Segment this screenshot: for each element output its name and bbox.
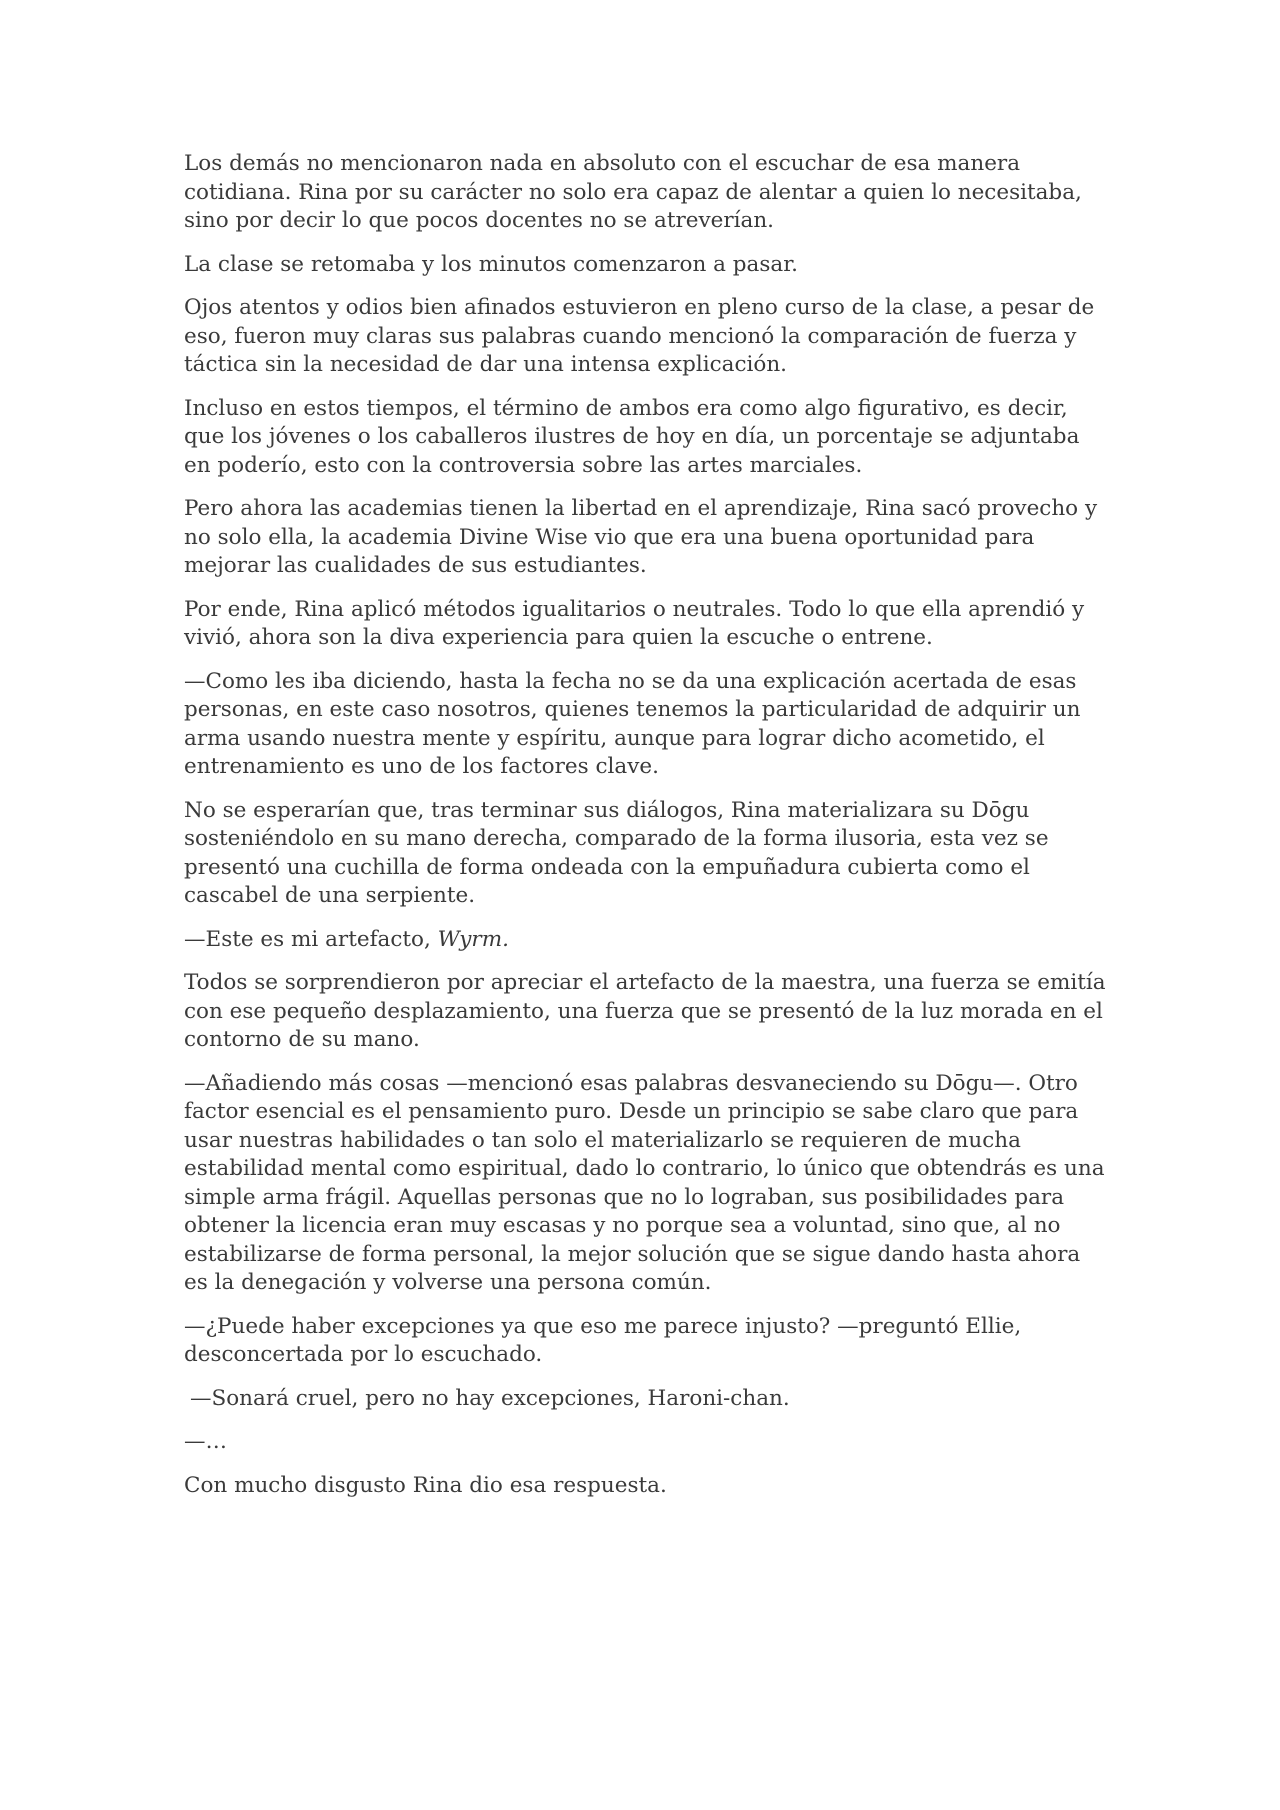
ellipsis-line: —…	[184, 1429, 227, 1454]
paragraph-1: Los demás no mencionaron nada en absoluto con el escuchar de esa manera cotidiana. Rina por su carácter no solo era capaz de alentar a quien lo necesitaba, sino por decir lo que pocos docentes no se atreverían.	[184, 151, 1082, 233]
paragraph-4: Incluso en estos tiempos, el término de ambos era como algo figurativo, es decir, que los jóvenes o los caballeros ilustres de hoy en día, un porcentaje se adjuntaba en poderío, esto con la controversia sobre las artes marciales.	[184, 395, 1080, 478]
paragraph-5: Pero ahora las academias tienen la libertad en el aprendizaje, Rina sacó provecho y no solo ella, la academia Divine Wise vio que era una buena oportunidad para mejorar las cualidades de sus estudiantes.	[184, 496, 1098, 578]
paragraph-10: —Añadiendo más cosas —mencionó esas palabras desvaneciendo su Dōgu—. Otro factor esencial es el pensamiento puro. Desde un principio se sabe claro que para usar nuestras habilidades o tan solo el materializarlo se requieren de mucha estabilidad mental como espiritual, dado lo contrario, lo único que obtendrás es una simple arma frágil. Aquellas personas que no lo lograban, sus posibilidades para obtener la licencia eran muy escasas y no porque sea a voluntad, sino que, al no estabilizarse de forma personal, la mejor solución que se sigue dando hasta ahora es la denegación y volverse una persona común.	[184, 1070, 1105, 1295]
paragraph-6: Por ende, Rina aplicó métodos igualitarios o neutrales. Todo lo que ella aprendió y vivió, ahora son la diva experiencia para quien la escuche o entrene.	[184, 596, 1085, 650]
reply-line: —Sonará cruel, pero no hay excepciones, Haroni-chan.	[190, 1385, 790, 1411]
paragraph-9: Todos se sorprendieron por apreciar el artefacto de la maestra, una fuerza se emitía con ese pequeño desplazamiento, una fuerza que se presentó de la luz morada en el contorno de su mano.	[184, 970, 1106, 1052]
paragraph-2: La clase se retomaba y los minutos comenzaron a pasar.	[184, 251, 798, 277]
paragraph-8: No se esperarían que, tras terminar sus diálogos, Rina materializara su Dōgu sosteniéndolo en su mano derecha, comparado de la forma ilusoria, esta vez se presentó una cuchilla de forma ondeada con la empuñadura cubierta como el cascabel de una serpiente.	[184, 797, 1049, 908]
paragraph-7: —Como les iba diciendo, hasta la fecha no se da una explicación acertada de esas personas, en este caso nosotros, quienes tenemos la particularidad de adquirir un arma usando nuestra mente y espíritu, aunque para lograr dicho acometido, el entrenamiento es uno de los factores clave.	[184, 668, 1081, 779]
artifact-name: Wyrm.	[437, 926, 509, 952]
paragraph-3: Ojos atentos y odios bien afinados estuvieron en pleno curso de la clase, a pesar de eso, fueron muy claras sus palabras cuando mencionó la comparación de fuerza y táctica sin la necesidad de dar una intensa explicación.	[184, 295, 1095, 377]
document-page	[184, 150, 1109, 1515]
closing-line: Con mucho disgusto Rina dio esa respuesta.	[184, 1472, 667, 1498]
paragraph-11: —¿Puede haber excepciones ya que eso me parece injusto? —preguntó Ellie, desconcertada por lo escuchado.	[184, 1313, 1022, 1367]
artifact-line	[184, 926, 1109, 955]
artifact-line-prefix: —Este es mi artefacto,	[184, 926, 438, 952]
